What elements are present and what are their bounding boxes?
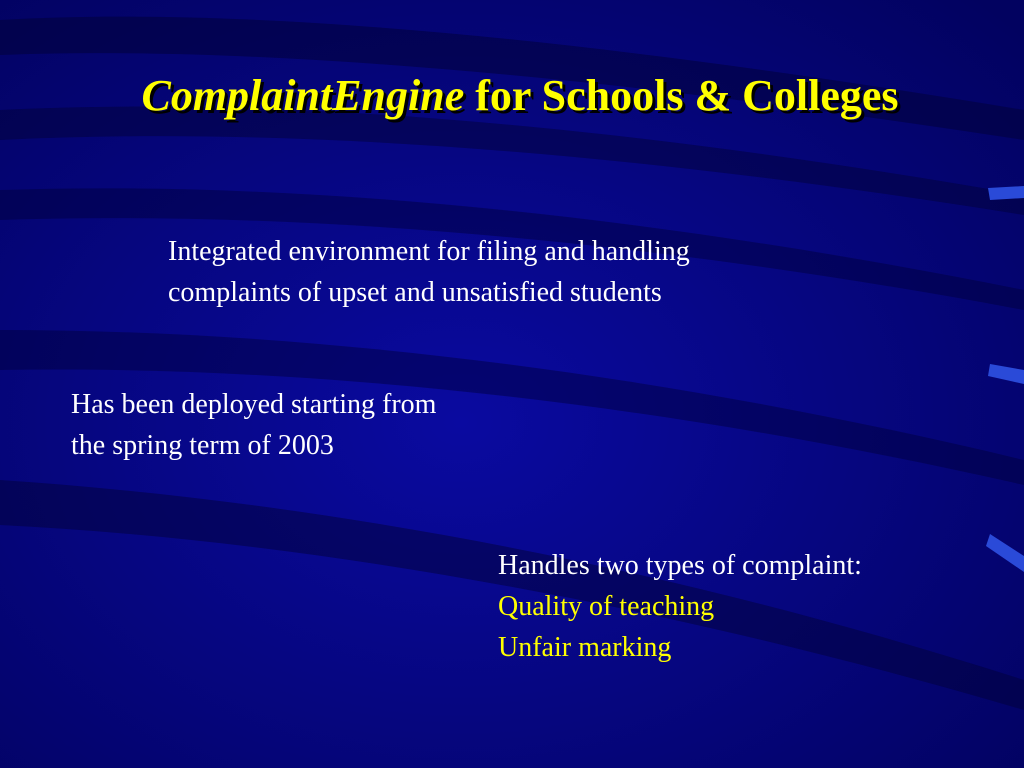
deployment-line-2: the spring term of 2003: [71, 430, 334, 461]
complaint-types-heading: Handles two types of complaint:: [498, 550, 862, 581]
complaint-type-item: Unfair marking: [498, 632, 672, 663]
deployment-line-1: Has been deployed starting from: [71, 389, 437, 420]
complaint-types: [498, 545, 862, 668]
slide-title: [0, 70, 1024, 122]
description-line-1: Integrated environment for filing and handling: [168, 236, 690, 267]
title-rest: for Schools & Colleges: [464, 71, 899, 120]
description-text: [168, 231, 690, 313]
deployment-text: [71, 384, 436, 466]
description-line-2: complaints of upset and unsatisfied students: [168, 277, 662, 308]
title-brand: ComplaintEngine: [141, 71, 465, 120]
complaint-type-item: Quality of teaching: [498, 591, 715, 622]
